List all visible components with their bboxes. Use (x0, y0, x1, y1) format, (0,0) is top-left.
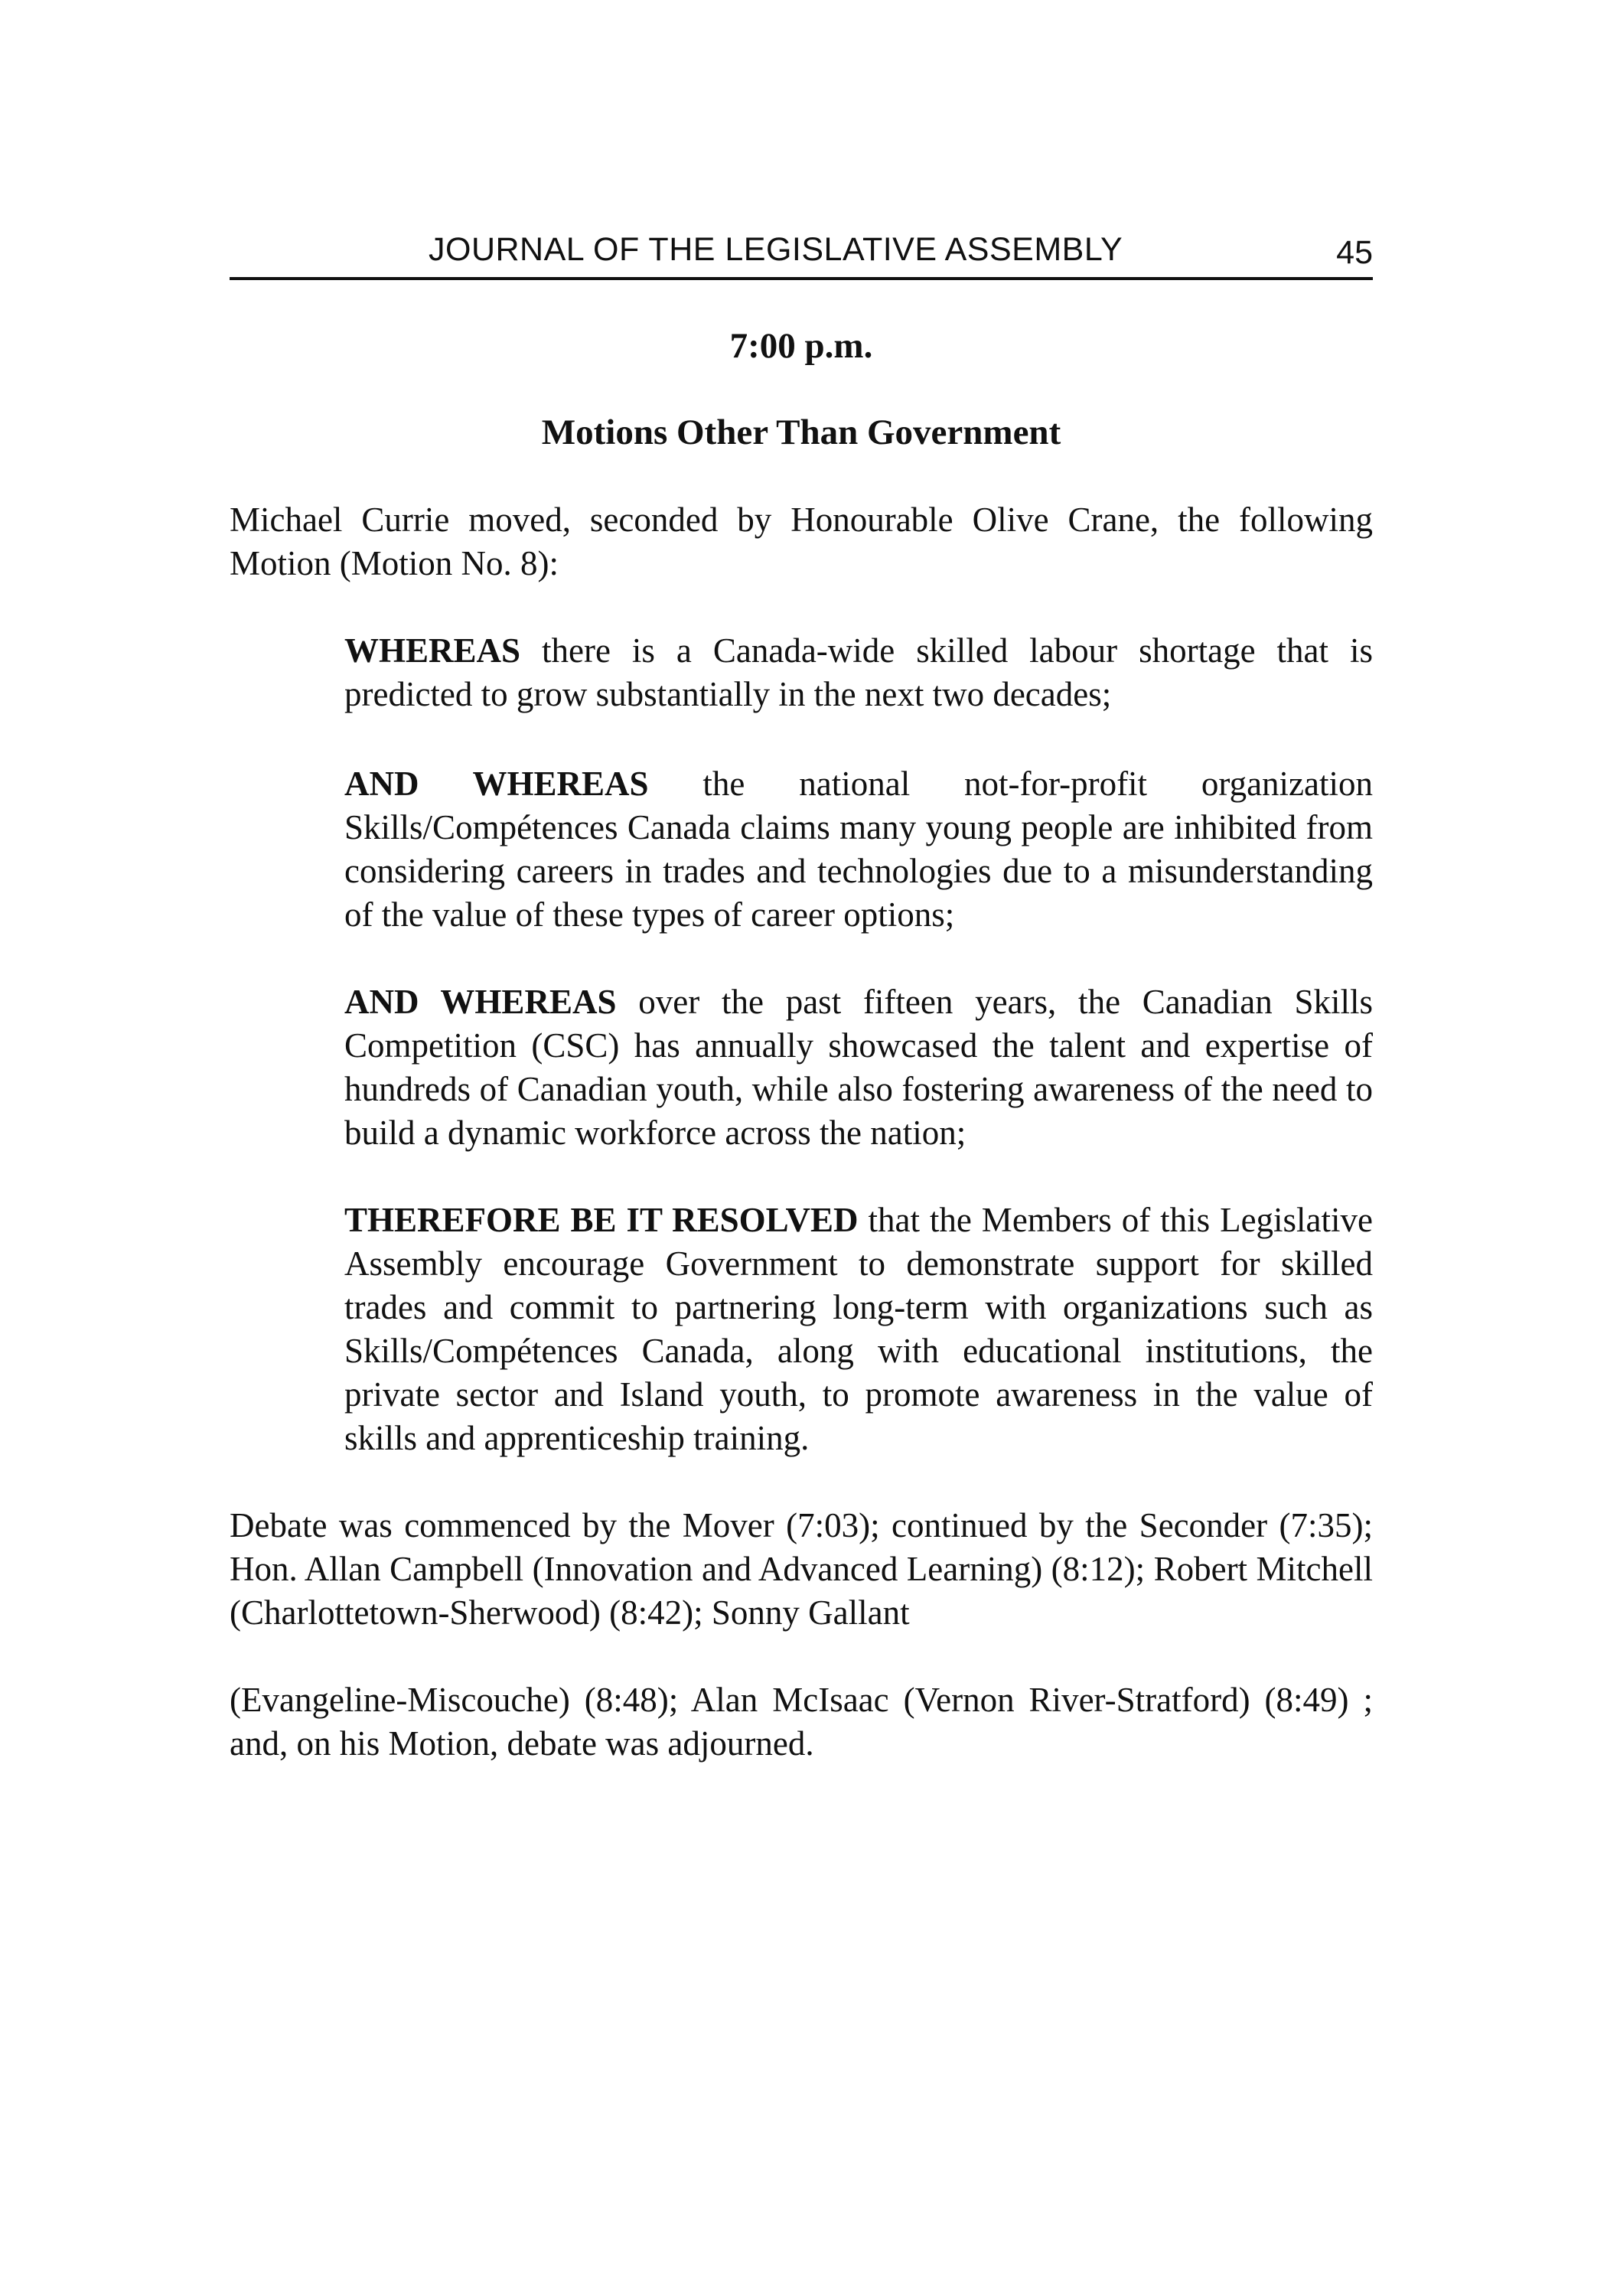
clause-text: there is a Canada-wide skilled labour shortage that is predicted to grow substantially in the next two decades; (344, 631, 1373, 713)
clause-text: the national not-for-profit organization Skills/Compétences Canada claims many young people are inhibited from considering careers in trades and technologies due to a misunderstanding of the value of these types of career options; (344, 765, 1373, 934)
debate-record-continued: (Evangeline-Miscouche) (8:48); Alan McIsaac (Vernon River-Stratford) (8:49) ; and, on his Motion, debate was adjourned. (230, 1681, 1373, 1763)
clause-text: that the Members of this Legislative Assembly encourage Government to demonstrate support for skilled trades and commit to partnering long-term with organizations such as Skills/Compétences Canada, along with educational institutions, the private sector and Island youth, to promote awareness in the value of skills and apprenticeship training. (344, 1201, 1374, 1457)
page-number: 45 (1336, 234, 1373, 271)
section-heading: Motions Other Than Government (541, 413, 1061, 452)
running-header (230, 230, 1373, 280)
clause-text: over the past fifteen years, the Canadian Skills Competition (CSC) has annually showcased the talent and expertise of hundreds of Canadian youth, while also fostering awareness of the need to build a dynamic workforce across the nation; (344, 983, 1374, 1152)
motion-clause (344, 980, 1373, 1155)
journal-page (230, 0, 1373, 2296)
motion-intro: Michael Currie moved, seconded by Honourable Olive Crane, the following Motion (Motion No. 8): (230, 501, 1373, 582)
debate-record: Debate was commenced by the Mover (7:03); continued by the Seconder (7:35); Hon. Allan Campbell (Innovation and Advanced Learning) (8:12); Robert Mitchell (Charlottetown-Sherwood) (8:42); Sonny Gallant (230, 1506, 1373, 1632)
motion-clause (344, 629, 1373, 716)
time-heading: 7:00 p.m. (729, 326, 873, 366)
clause-keyword: AND WHEREAS (344, 983, 617, 1021)
motion-clause (344, 1199, 1373, 1460)
motion-clause (344, 762, 1373, 937)
clause-keyword: THEREFORE BE IT RESOLVED (344, 1201, 859, 1239)
journal-title: JOURNAL OF THE LEGISLATIVE ASSEMBLY (429, 231, 1123, 268)
clause-keyword: AND WHEREAS (344, 765, 649, 803)
clause-keyword: WHEREAS (344, 631, 521, 670)
